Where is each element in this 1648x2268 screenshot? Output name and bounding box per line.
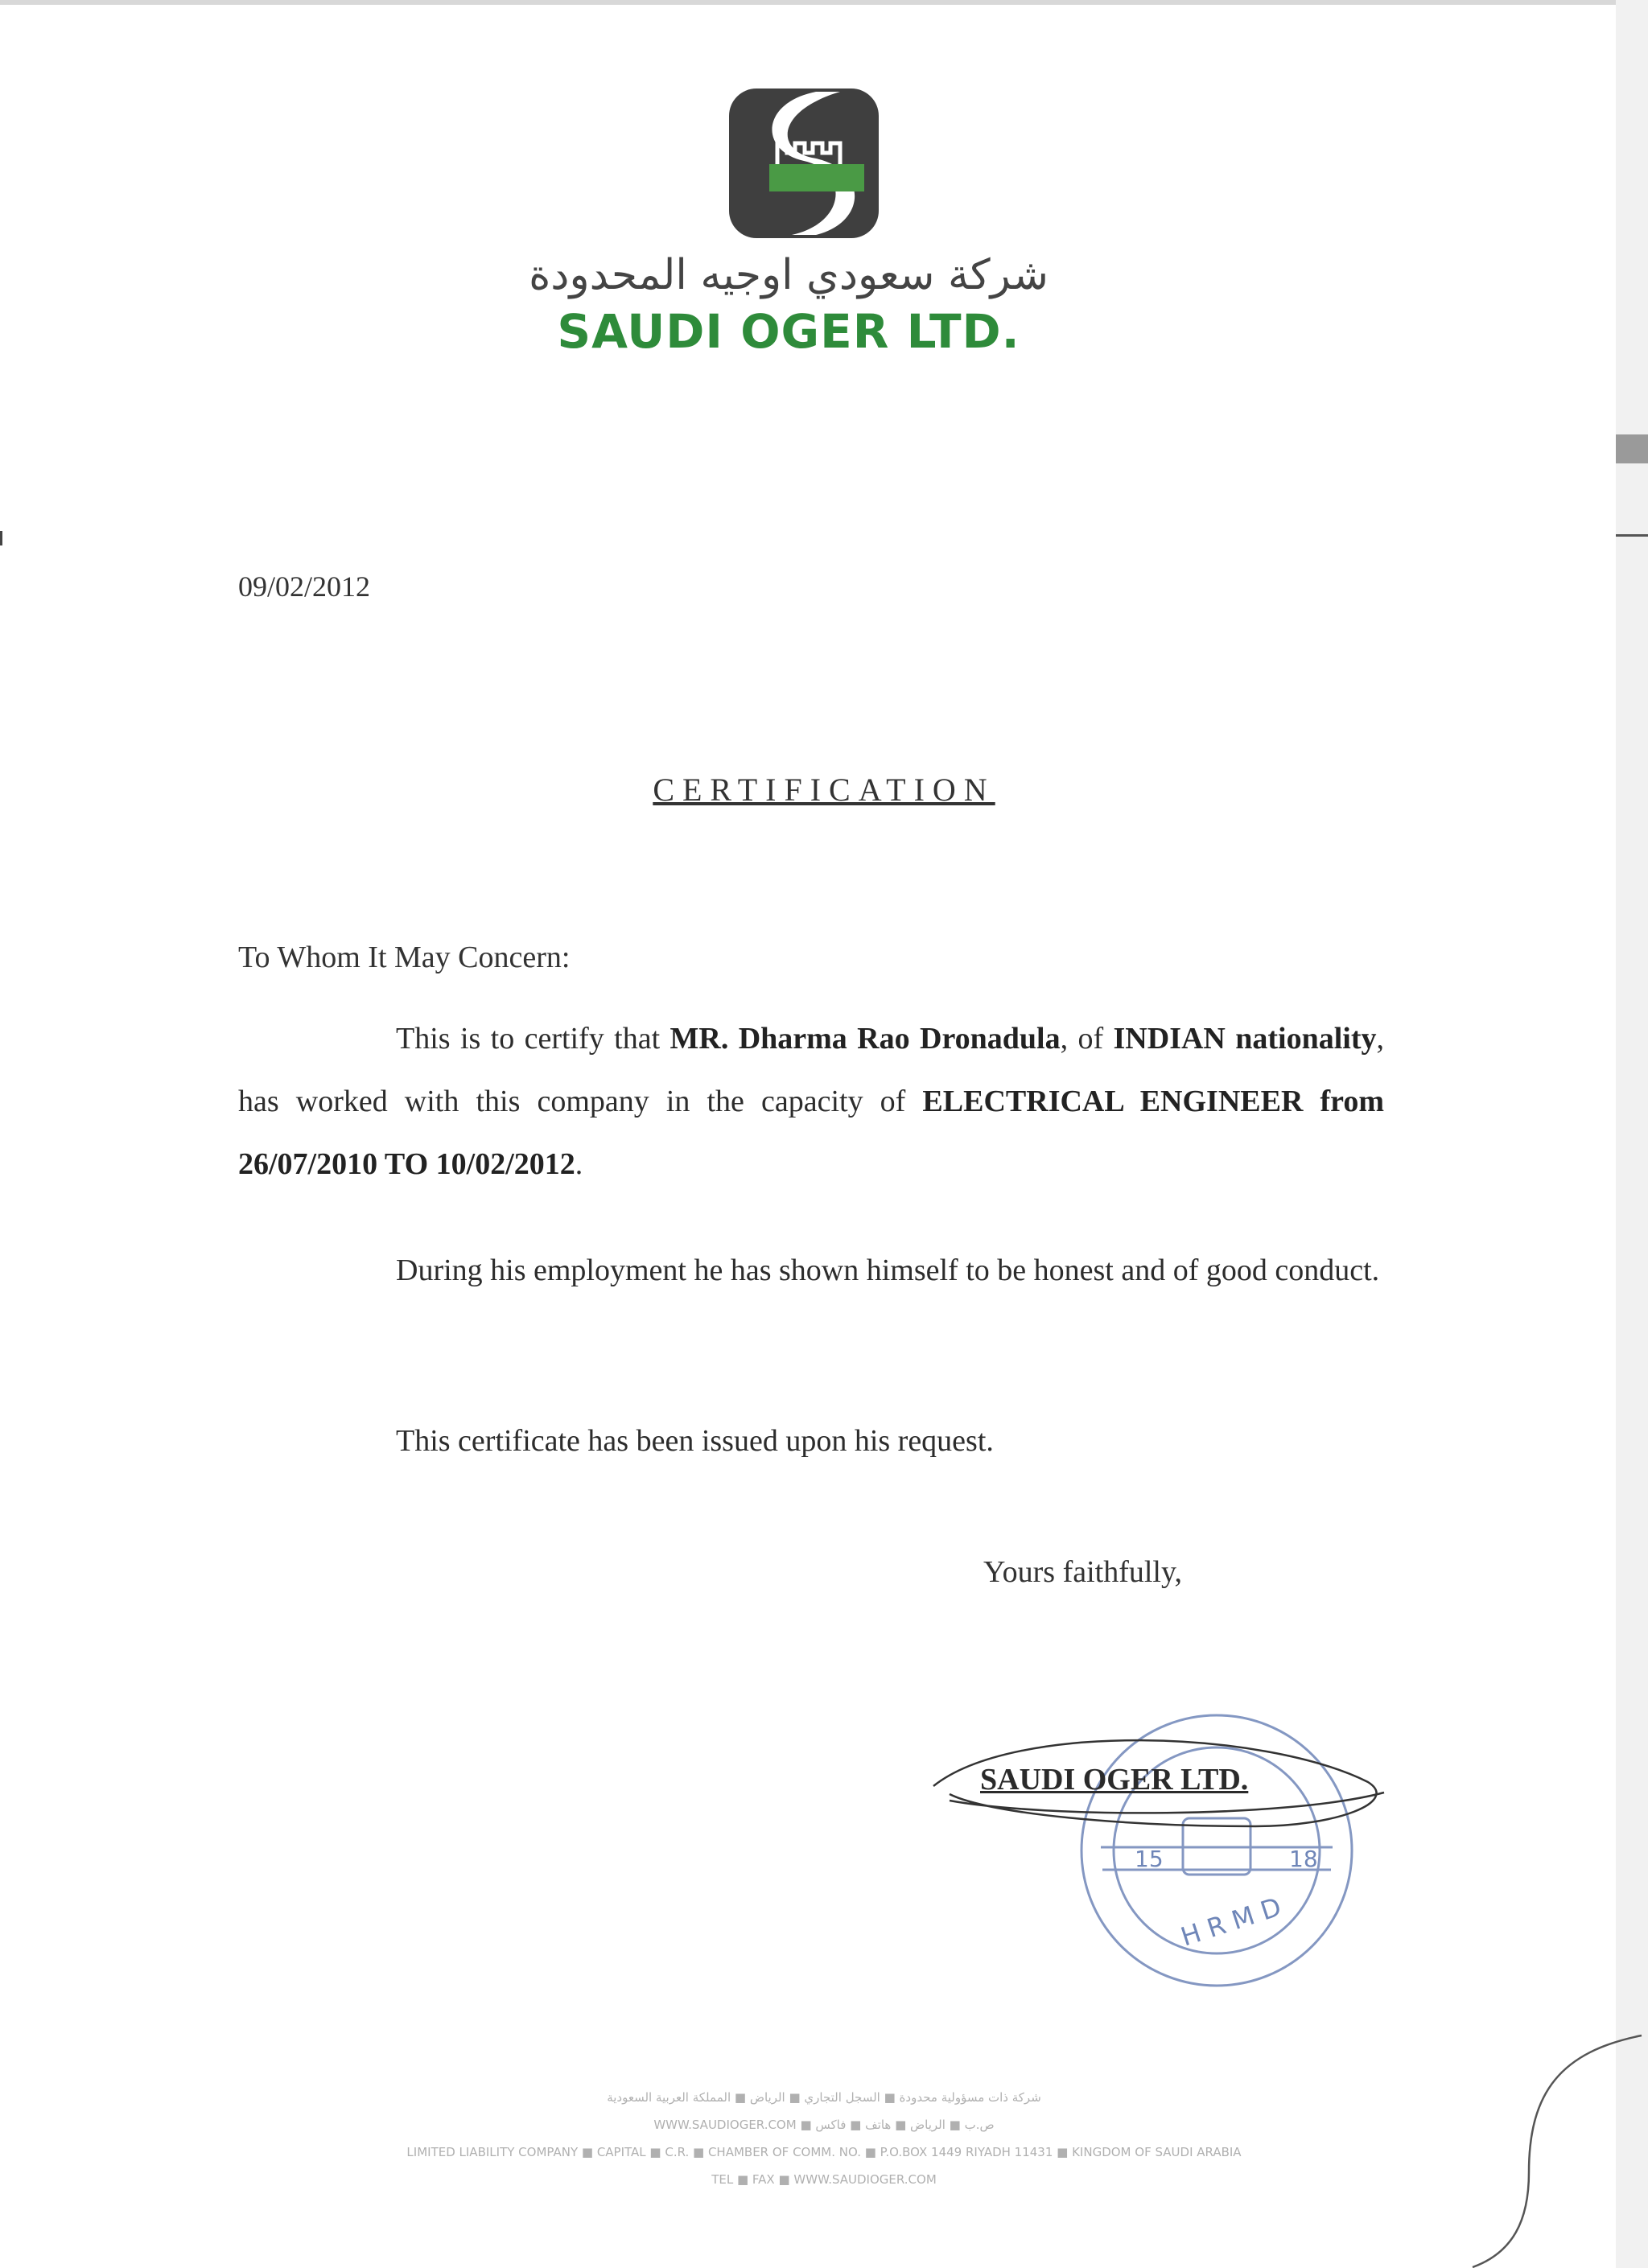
document-title: CERTIFICATION <box>653 772 995 808</box>
company-name: SAUDI OGER LTD. <box>557 304 1020 359</box>
certification-paragraph <box>238 1007 1384 1196</box>
footer-line: شركة ذات مسؤولية محدودة ■ السجل التجاري ■ الرياض ■ المملكة العربية السعودية <box>607 2090 1041 2105</box>
employment-role-and-period: ELECTRICAL ENGINEER from 26/07/2010 TO 10/02/2012 <box>238 1085 1384 1181</box>
request-paragraph: This certificate has been issued upon his request. <box>396 1424 994 1458</box>
paragraph-text: . <box>575 1147 583 1181</box>
salutation: To Whom It May Concern: <box>238 941 571 974</box>
closing-line: Yours faithfully, <box>983 1555 1183 1589</box>
stamp-label: HRMD <box>1176 1888 1293 1953</box>
conduct-paragraph: During his employment he has shown himself to be honest and of good conduct. <box>396 1253 1380 1287</box>
footer-line: TEL ■ FAX ■ WWW.SAUDIOGER.COM <box>711 2172 937 2187</box>
stamp-day-left: 15 <box>1135 1846 1164 1872</box>
scan-line <box>1616 534 1648 537</box>
signatory-company: SAUDI OGER LTD. <box>980 1763 1249 1797</box>
page-top-edge <box>0 0 1648 5</box>
letter-date: 09/02/2012 <box>238 570 371 603</box>
footer-line: WWW.SAUDIOGER.COM ■ ص.ب ■ الرياض ■ هاتف ■ فاكس <box>653 2118 995 2132</box>
employee-name: MR. Dharma Rao Dronadula <box>670 1022 1061 1056</box>
letterhead-footer <box>0 2084 1648 2193</box>
employee-nationality: INDIAN nationality <box>1113 1022 1377 1056</box>
saudi-oger-logo-icon <box>727 87 880 240</box>
paragraph-text: , of <box>1060 1022 1114 1056</box>
stamp-day-right: 18 <box>1289 1846 1318 1872</box>
paragraph-text: This is to certify that <box>396 1022 670 1056</box>
paragraph-text: , has worked with this company in the capacity of <box>238 1022 1384 1118</box>
company-stamp-icon <box>917 1698 1392 1987</box>
margin-tick <box>0 531 2 545</box>
scan-mark <box>1616 434 1648 463</box>
scan-border-right <box>1616 0 1648 2268</box>
company-name-arabic: شركة سعودي اوجيه المحدودة <box>529 251 1049 299</box>
footer-line: LIMITED LIABILITY COMPANY ■ CAPITAL ■ C.R. ■ CHAMBER OF COMM. NO. ■ P.O.BOX 1449 RIYADH 11431 ■ KINGDOM OF SAUDI ARABIA <box>406 2145 1242 2159</box>
